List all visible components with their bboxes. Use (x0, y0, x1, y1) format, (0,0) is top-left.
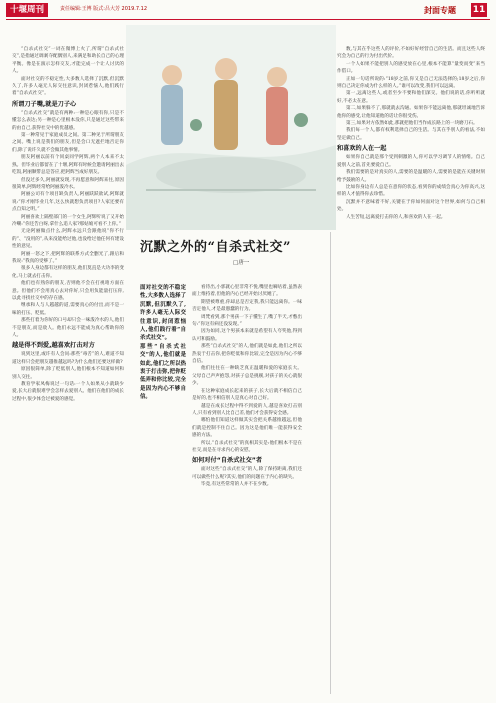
paragraph: 一个人如果不能把别人的感受放在心里,根本不能算“量变而变”来当作借口。 (337, 61, 485, 75)
paragraph: 面对这些“自杀式社交”的人,除了保持距离,我们还可以做些什么呢?其实,他们的问题在于内心的缺失。 (192, 467, 302, 480)
paragraph: 在这种家庭成长起来的孩子,长大后就不相信自己是好的,也不相信别人是真心对自己好。 (192, 388, 302, 402)
page-header (0, 0, 496, 22)
section-heading: 如何对付“自杀式社交”者 (192, 457, 263, 465)
page-number: 11 (472, 5, 486, 15)
paragraph: 阿丽公司有个项目缺负责人,阿丽跃跃欲试,阿辉就说:“你才刚毕业几年,这么快就想负责项目?人家还要有点自知之明。” (12, 192, 124, 213)
paragraph: 第一种常见于家庭成员之间。第二种见于所谓朋友之间。嘴上说是我们的朋友,但是会口无遮拦地否定你们,除了说许久就不会做其他事情。 (12, 133, 124, 153)
illustration-svg (126, 25, 336, 230)
column-divider (330, 232, 331, 694)
paragraph: “自杀式社交”就是有两种:一种是心眼有你,只是不懂怎么表达;另一种是心里根本没你,只是通过这些带来的由自己,获得社交中的优越感。 (12, 110, 124, 131)
section-heading: 越是得不到爱,越喜欢打击对方 (12, 342, 95, 350)
paragraph: 看待出,小郭就心里非常不悦,嘴里也嘀咕着,虽然表面上维持着,但他的内心已经开始讨厌她了。 (192, 285, 302, 298)
paragraph: 阿丽喜欢上隔壁部门的一个女生,阿辉听说了又开始冷嘲:“你还告白呀,拿什么追人家?那姑娘可看不上你。” (12, 214, 124, 227)
paragraph: 但没过多久,阿丽就发现,不再愿意和阿辉来往,原因很简单,阿辉经常给阿丽泼冷水。 (12, 177, 124, 190)
paragraph: 人生苦短,远离爱打击你的人,和喜欢的人在一起。 (346, 214, 446, 220)
cover-illustration (126, 25, 336, 230)
paragraph: 因为如同,这个男孩本来就是希望有人夸奖他,得到认可和鼓励。 (192, 329, 302, 342)
masthead-logo: 十堰周刊 (6, 3, 48, 17)
section-heading: 和喜欢的人在一起 (337, 145, 387, 153)
paragraph: 正如一句话所说的:“18岁之前,你又是自己无法选择的;18岁之后,你则自己决定你成为什么样的人。”谁可以改变,我们可以远离。 (337, 76, 485, 90)
article-title: 沉默之外的“自杀式社交” (140, 240, 291, 255)
article-column-3 (337, 46, 485, 221)
paragraph: 朋友阿丽以前有个同桌同学阿辉,两个人本来不太熟。但毕业后都留在了十堰,阿辉有时候会邀请阿丽出去吃饭,阿丽顺带总是答应,把阿辉当成好朋友。 (12, 155, 124, 176)
article-column-2 (192, 284, 302, 489)
paragraph: 他们往往在一种缺乏真正温暖和爱的家庭长大。父母自己声声抱怨,对孩子总是挑剔,对孩子的关心就很少。 (192, 366, 302, 387)
article-author: □唐一 (233, 260, 250, 266)
paragraph: 周梵看到,那个男孩一下子懂生了,嘴了半天,才憋出句:“你这有病还没发现。” (192, 314, 302, 328)
paragraph: 哪怕他们知道这样做其实会把关系越推越远,但他们就是控制不住自己。因为这是他们唯一能获得安全感的方法。 (192, 418, 302, 439)
paragraph: 说到这里,或许有人会问:那些“毒舌”的人,难道不知道这样只会把朋友越推越远吗?为什么他们还要这样做? (12, 352, 124, 365)
pull-quote (140, 284, 186, 402)
paragraph: 第一,远离这些人,或者至少不要和他们深交。他们说的话,你听听就好,不必太在意。 (337, 91, 485, 104)
editor-meta: 责任编辑:王博 版式:吕大芳 2019.7.12 (60, 6, 147, 12)
paragraph: 无论阿丽做点什么,阿辉永远只会跟他说“你不行的”、“没用的”,从来没能给过他,也没给过他任何有建设性的意见。 (12, 229, 124, 250)
article-column-1 (12, 46, 124, 403)
pull-quote-2: 那些“自杀式社交”的人,他们就是如此,他们之所以热衷于打击弥,把你贬低弄和你比较,完全是因为内心不够自信。 (140, 343, 186, 401)
header-rule (6, 19, 490, 20)
paragraph: 继承和人与人越越的道,需要真心的付出,而不是一味的打压、贬低。 (12, 303, 124, 316)
paragraph: 那些“自杀式社交”的人,他们就是如此,他们之所以热衷于打击你,把你贬低和你比较,完全是因为内心不够自信。 (192, 344, 302, 365)
paragraph: 比如你身边有人总是在意你的状态,看到你的成绩会真心为你高兴,这样的人才值得你去珍惜。 (337, 184, 485, 198)
paragraph: 那些打着为你好的口号却只会一味泼冷水的人,他们不是朋友,而是敌人。他们永远不能成为真心帮助你的人。 (12, 318, 124, 339)
paragraph: 很多人身边都有这样的朋友,他们莫直是大功李的变化,马上就去打击你。 (12, 266, 124, 279)
section-title: 封面专题 (424, 6, 456, 15)
paragraph: 第三,如果对方依然如此,那就把他们当作成长路上的一块磨刀石。 (346, 121, 478, 127)
paragraph: 面对社交的不稳定性,大多数人选择了沉默,但沉默久了,许多人毫无人际交往意识,封闭惹恼人,他们践行着“自杀式社交”。 (12, 76, 124, 97)
paragraph: 如果你自己就是那个受到刺激的人,你可以学习调节人的情绪。自己爱别人之前,首先要爱自己。 (337, 155, 485, 168)
paragraph: 所以,“自杀式社交”的真相其实是:他们根本不是在社交,而是在寻求内心的安慰。 (192, 440, 302, 453)
paragraph: 教育学家凤梅说过一句话:一个人如果从小就缺少爱,长大后就很难学会怎样去爱别人。他们在他们的成长过程中,很少体会过被爱的感觉。 (12, 382, 124, 402)
paragraph: 数,与其在乎这些人的评价,不如好好经营自己的生活。而且这些人终究会为自己的行为付出代价。 (337, 47, 485, 60)
paragraph: 原因很简单,除了贬低别人,他们根本不知道如何和别人交往。 (12, 367, 124, 380)
paragraph: 我们每一个人,都有权利选择自己的生活。与其在乎别人的看法,不如坚定做自己。 (337, 128, 485, 141)
section-heading: 所谓刀子嘴,就是刀子心 (12, 100, 77, 108)
paragraph: 毕竟,有这些常常的人并不在少数。 (201, 482, 272, 488)
paragraph: 沉默并不意味着不好,关键在于你如何面对这个世界,如何与自己相处。 (337, 199, 485, 213)
paragraph: 他们也有熟你的朋友,否则他不会在打视咱方面在意。但他们不会用真心去对你好,只会用负能量打压你,以此寻找社交中的存在感。 (12, 281, 124, 301)
paragraph: 第二,如果躲不了,那就就去沟通。如果你不能远离他,那就坦诚地告诉他你的感受,让他知道他的话让你很受伤。 (337, 106, 485, 119)
pull-quote-1: 面对社交的不稳定性,大多数人选择了沉默,但沉默久了,许多人毫无人际交往意识,封闭惹恼人,他们践行着“自杀式社交”。 (140, 285, 186, 342)
paragraph: 我们需要的是对真实的人,需要的是温暖的人,需要的是能在关键时刻给予鼓励的人。 (337, 170, 485, 183)
paragraph: “自杀式社交”一词在微博上火了,所谓“自杀式社交”,是指通过调剥夺配偶别人,来满足和助长自己的心理平衡。像是在演示怎样交友,才能完成一个让人讨厌的人。 (12, 47, 124, 75)
paragraph: 期望被尊重,你却总是否定我,我只能远离你。一味否定他人,才是最愚蠢的行为。 (192, 299, 302, 313)
paragraph: 越是在成长过程中得不到爱的人,越是喜欢打击别人,只有看到别人比自己差,他们才会获得安全感。 (192, 403, 302, 416)
paragraph: 阿丽一怒之下,把阿辉的联系方式全删光了,跟后和我说:“我真的受够了。” (12, 251, 124, 264)
